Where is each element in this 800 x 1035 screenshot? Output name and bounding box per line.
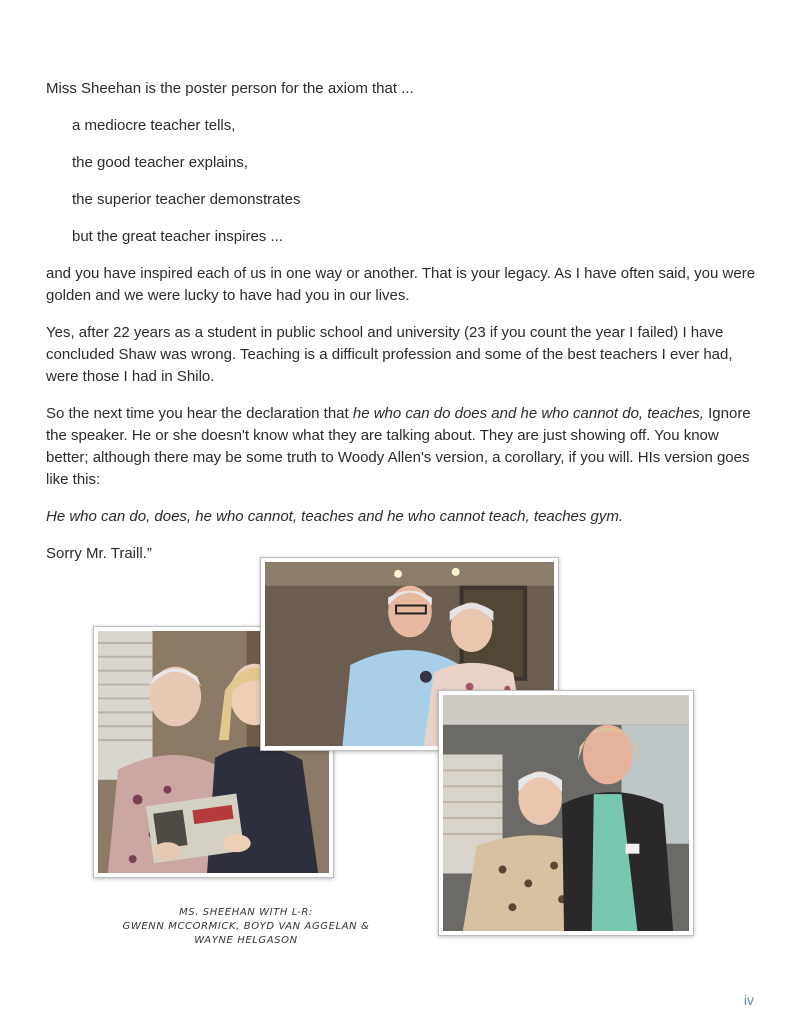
photo-image <box>443 695 689 931</box>
article-body <box>46 78 756 580</box>
shaw-paragraph: Yes, after 22 years as a student in public school and university (23 if you count the year I failed) I have concluded Shaw was wrong. Teaching is a difficult profession and some of the best teachers I ever had, were those I had in Shilo. <box>46 324 733 385</box>
caption-line-1: MS. SHEEHAN WITH L-R: <box>179 907 313 918</box>
closing-line: Sorry Mr. Traill.” <box>46 545 152 562</box>
woody-allen-quote: He who can do, does, he who cannot, teaches and he who cannot teach, teaches gym. <box>46 508 624 525</box>
legacy-paragraph: and you have inspired each of us in one way or another. That is your legacy. As I have often said, you were golden and we were lucky to have had you in our lives. <box>46 265 756 304</box>
photo-caption <box>96 906 396 948</box>
axiom-line-3: the superior teacher demonstrates <box>72 191 301 208</box>
declaration-lead: So the next time you hear the declaration that <box>46 405 353 422</box>
photo-sheehan-helgason <box>438 690 694 936</box>
declaration-paragraph <box>46 403 756 491</box>
caption-line-3: WAYNE HELGASON <box>194 935 298 946</box>
axiom-line-1: a mediocre teacher tells, <box>72 117 236 134</box>
axiom-line-2: the good teacher explains, <box>72 154 248 171</box>
caption-line-2: GWENN MCCORMICK, BOYD VAN AGGELAN & <box>122 921 370 932</box>
declaration-rest: Ignore the speaker. He or she doesn't know what they are talking about. They are just showing off. You know better; although there may be some truth to Woody Allen's version, a corollary, if you will. HIs version goes like this: <box>46 405 751 488</box>
declaration-quote: he who can do does and he who cannot do, teaches, <box>352 405 704 422</box>
intro-paragraph: Miss Sheehan is the poster person for the axiom that ... <box>46 80 414 97</box>
axiom-line-4: but the great teacher inspires ... <box>72 228 283 245</box>
page-number: iv <box>743 992 754 1008</box>
